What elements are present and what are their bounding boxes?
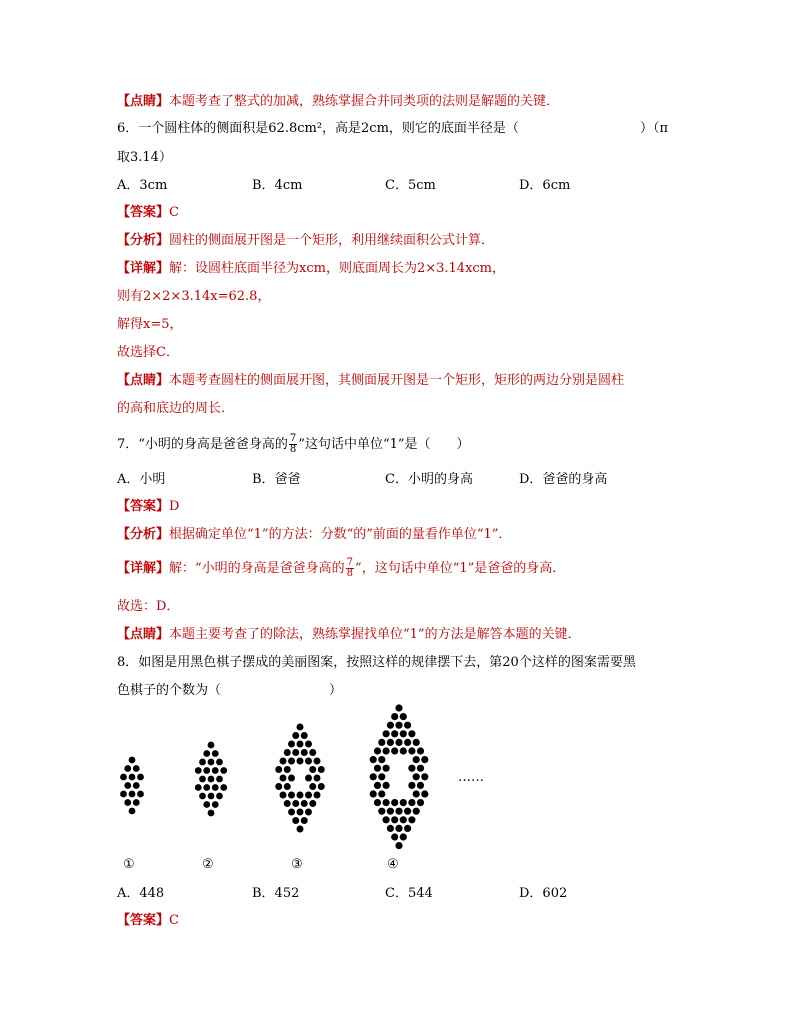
answer-value: C: [169, 913, 179, 928]
checker-dot: [280, 775, 287, 782]
checker-dot: [374, 782, 381, 789]
checker-dot: [314, 775, 321, 782]
fraction-denominator: 8: [289, 444, 297, 455]
checker-dot: [208, 793, 215, 800]
detail-tag: 【详解】: [117, 561, 170, 576]
answer-tag: 【答案】: [117, 205, 170, 220]
checker-dot: [383, 747, 390, 754]
checker-dot: [284, 749, 291, 756]
q7-detail-fraction: [346, 558, 354, 579]
checker-dot: [288, 792, 295, 799]
q6-option-a: A．3cm: [117, 178, 168, 193]
q8-stem-close: ）: [329, 683, 343, 698]
checker-dot: [216, 793, 223, 800]
checker-dot: [413, 773, 420, 780]
checker-dot: [220, 767, 227, 774]
q6-detail-line2: 则有2×2×3.14x=62.8，: [117, 289, 271, 304]
checker-dot: [288, 741, 295, 748]
checker-dot: [297, 792, 304, 799]
checker-dot: [395, 808, 402, 815]
answer-tag: 【答案】: [117, 499, 170, 514]
checker-dot: [203, 801, 210, 808]
checker-dot: [417, 799, 424, 806]
checker-dot: [404, 722, 411, 729]
checker-dot: [404, 808, 411, 815]
note-tag: 【点睛】: [117, 94, 170, 109]
checker-dot: [309, 800, 316, 807]
checker-dot: [383, 765, 390, 772]
analysis-tag: 【分析】: [117, 233, 170, 248]
q8-option-b: B．452: [252, 886, 300, 901]
checker-dot: [208, 810, 215, 817]
answer-value: C: [169, 205, 179, 220]
checker-dot: [292, 749, 299, 756]
checker-dot: [395, 722, 402, 729]
checker-dot: [383, 782, 390, 789]
checker-dot: [305, 792, 312, 799]
checker-dot: [378, 756, 385, 763]
checker-dot: [400, 730, 407, 737]
checker-dot: [378, 790, 385, 797]
detail-text-pre: 解：“小明的身高是爸爸身高的: [169, 561, 345, 576]
answer-tag: 【答案】: [117, 913, 170, 928]
checker-dot: [391, 816, 398, 823]
checker-dot: [212, 801, 219, 808]
checker-dot: [374, 799, 381, 806]
checker-dot: [413, 790, 420, 797]
checker-dot: [137, 791, 144, 798]
checker-dot: [309, 783, 316, 790]
checker-dot: [124, 782, 131, 789]
q6-detail-line1: [117, 260, 505, 278]
checker-dot: [195, 767, 202, 774]
q7-answer: [117, 498, 179, 516]
checker-dot: [280, 758, 287, 765]
checker-dot: [421, 756, 428, 763]
checker-dot: [408, 782, 415, 789]
checker-dot: [292, 732, 299, 739]
checker-dot: [395, 825, 402, 832]
detail-tag: 【详解】: [117, 261, 170, 276]
note-tag: 【点睛】: [117, 627, 170, 642]
checker-dot: [417, 747, 424, 754]
checker-dot: [309, 749, 316, 756]
checker-dot: [297, 741, 304, 748]
checker-dot: [413, 756, 420, 763]
q8-stem: 色棋子的个数为（: [117, 683, 222, 698]
checker-dot: [124, 765, 131, 772]
checker-dot: [275, 783, 282, 790]
checker-dot: [292, 817, 299, 824]
checker-dot: [216, 759, 223, 766]
pattern-figure: [105, 700, 505, 872]
checker-dot: [400, 833, 407, 840]
checker-dot: [275, 766, 282, 773]
checker-dot: [421, 773, 428, 780]
checker-dot: [400, 747, 407, 754]
q7-note: [117, 626, 581, 644]
q7-stem: [117, 432, 470, 458]
q6-stem: 6．一个圆柱体的侧面积是62.8cm²，高是2cm，则它的底面半径是（: [117, 121, 519, 136]
checker-dot: [301, 749, 308, 756]
checker-dot: [408, 816, 415, 823]
fraction-numerator: 7: [346, 557, 354, 568]
q6-option-d: D．6cm: [519, 178, 571, 193]
checker-dot: [129, 791, 136, 798]
checker-dot: [400, 816, 407, 823]
q8-option-d: D．602: [519, 886, 568, 901]
checker-dot: [203, 767, 210, 774]
checker-dot: [208, 776, 215, 783]
answer-value: D: [169, 499, 180, 514]
checker-dot: [370, 756, 377, 763]
checker-dot: [309, 766, 316, 773]
checker-dot: [391, 747, 398, 754]
q6-analysis: [117, 232, 494, 250]
q8-stem-line1: 8．如图是用黑色棋子摆成的美丽图案，按照这样的规律摆下去，第20个这样的图案需要黑: [117, 655, 636, 670]
note-text: 本题主要考查了的除法，熟练掌握找单位“1”的方法是解答本题的关键．: [169, 627, 581, 642]
q6-stem-close: ）（π: [640, 121, 669, 136]
checker-dot: [378, 808, 385, 815]
checker-dot: [120, 791, 127, 798]
q7-option-b: B．爸爸: [252, 472, 301, 487]
checker-dot: [199, 793, 206, 800]
checker-dot: [387, 808, 394, 815]
checker-dot: [387, 739, 394, 746]
checker-dot: [284, 783, 291, 790]
figure-label-1: ①: [123, 857, 135, 872]
q6-stem-line1: [117, 120, 677, 138]
checker-dot: [208, 759, 215, 766]
note-text: 本题考查圆柱的侧面展开图，其侧面展开图是一个矩形，矩形的两边分别是圆柱: [169, 373, 625, 388]
q7-option-c: C．小明的身高: [385, 472, 473, 487]
q7-analysis: [117, 526, 511, 544]
note-tag: 【点睛】: [117, 373, 170, 388]
checker-dot: [305, 741, 312, 748]
checker-dot: [212, 750, 219, 757]
checker-dot: [203, 750, 210, 757]
analysis-text: 圆柱的侧面展开图是一个矩形，利用继续面积公式计算．: [169, 233, 495, 248]
q8-stem-line2: [117, 682, 357, 700]
figure-label-3: ③: [291, 857, 303, 872]
checker-dot: [124, 799, 131, 806]
q7-fraction: [289, 434, 297, 455]
checker-dot: [292, 800, 299, 807]
checker-dot: [408, 799, 415, 806]
checker-dot: [370, 790, 377, 797]
q8-answer: [117, 912, 179, 930]
checker-dot: [129, 808, 136, 815]
checker-dot: [314, 792, 321, 799]
checker-dot: [395, 704, 402, 711]
checker-dot: [284, 766, 291, 773]
checker-dot: [288, 775, 295, 782]
q7-option-a: A．小明: [117, 472, 166, 487]
checker-dot: [288, 809, 295, 816]
checker-dot: [417, 765, 424, 772]
fraction-denominator: 8: [346, 568, 354, 579]
q6-option-c: C．5cm: [385, 178, 436, 193]
q6-option-b: B．4cm: [252, 178, 303, 193]
checker-dot: [400, 799, 407, 806]
analysis-tag: 【分析】: [117, 527, 170, 542]
checker-dot: [120, 774, 127, 781]
q7-stem-pre: 7．“小明的身高是爸爸身高的: [117, 437, 288, 452]
figure-label-2: ②: [202, 857, 214, 872]
detail-text: 解：设圆柱底面半径为xcm，则底面周长为2×3.14xcm，: [169, 261, 506, 276]
detail-text-post: ”，这句话中单位“1”是爸爸的身高．: [355, 561, 566, 576]
checker-dot: [374, 747, 381, 754]
checker-dot: [408, 765, 415, 772]
checker-dot: [391, 833, 398, 840]
fraction-numerator: 7: [289, 433, 297, 444]
checker-dot: [280, 792, 287, 799]
checker-dot: [195, 784, 202, 791]
checker-dot: [301, 800, 308, 807]
checker-dot: [288, 758, 295, 765]
checker-dot: [421, 790, 428, 797]
checker-dot: [387, 825, 394, 832]
checker-dot: [133, 765, 140, 772]
q7-detail: [117, 556, 565, 582]
ellipsis: ……: [458, 770, 484, 785]
checker-dot: [378, 773, 385, 780]
checker-dot: [199, 776, 206, 783]
pattern-dots: [105, 700, 505, 850]
checker-dot: [395, 842, 402, 849]
checker-dot: [216, 776, 223, 783]
q8-option-c: C．544: [385, 886, 433, 901]
checker-dot: [404, 739, 411, 746]
checker-dot: [301, 732, 308, 739]
checker-dot: [208, 742, 215, 749]
q6-answer: [117, 204, 179, 222]
checker-dot: [133, 782, 140, 789]
checker-dot: [391, 713, 398, 720]
q6-detail-line4: 故选择C．: [117, 345, 179, 360]
checker-dot: [305, 809, 312, 816]
note-text: 本题考查了整式的加减，熟练掌握合并同类项的法则是解题的关键．: [169, 94, 560, 109]
checker-dot: [383, 816, 390, 823]
checker-dot: [137, 774, 144, 781]
checker-dot: [220, 784, 227, 791]
checker-dot: [413, 808, 420, 815]
checker-dot: [129, 774, 136, 781]
checker-dot: [297, 809, 304, 816]
checker-dot: [408, 747, 415, 754]
q5-note: [117, 93, 559, 111]
q6-detail-line3: 解得x=5，: [117, 317, 183, 332]
checker-dot: [417, 782, 424, 789]
checker-dot: [301, 817, 308, 824]
checker-dot: [199, 759, 206, 766]
q6-note-line1: [117, 372, 624, 390]
analysis-text: 根据确定单位“1”的方法：分数“的”前面的量看作单位“1”．: [169, 527, 512, 542]
figure-label-4: ④: [387, 857, 399, 872]
checker-dot: [314, 758, 321, 765]
checker-dot: [395, 739, 402, 746]
checker-dot: [133, 799, 140, 806]
checker-dot: [378, 739, 385, 746]
q7-choice: 故选：D．: [117, 599, 180, 614]
q6-note-line2: 的高和底边的周长．: [117, 401, 235, 416]
checker-dot: [374, 765, 381, 772]
checker-dot: [318, 766, 325, 773]
checker-dot: [129, 757, 136, 764]
checker-dot: [203, 784, 210, 791]
checker-dot: [404, 825, 411, 832]
checker-dot: [212, 767, 219, 774]
checker-dot: [391, 730, 398, 737]
checker-dot: [318, 783, 325, 790]
checker-dot: [413, 739, 420, 746]
checker-dot: [383, 799, 390, 806]
checker-dot: [305, 775, 312, 782]
checker-dot: [387, 722, 394, 729]
checker-dot: [297, 758, 304, 765]
checker-dot: [305, 758, 312, 765]
checker-dot: [212, 784, 219, 791]
q7-option-d: D．爸爸的身高: [519, 472, 608, 487]
q8-option-a: A．448: [117, 886, 165, 901]
checker-dot: [400, 713, 407, 720]
checker-dot: [391, 799, 398, 806]
checker-dot: [297, 826, 304, 833]
q7-stem-post: ”这句话中单位“1”是（ ）: [298, 437, 470, 452]
checker-dot: [297, 724, 304, 731]
checker-dot: [383, 730, 390, 737]
checker-dot: [284, 800, 291, 807]
checker-dot: [370, 773, 377, 780]
q6-stem-line2: 取3.14）: [117, 150, 172, 165]
checker-dot: [408, 730, 415, 737]
